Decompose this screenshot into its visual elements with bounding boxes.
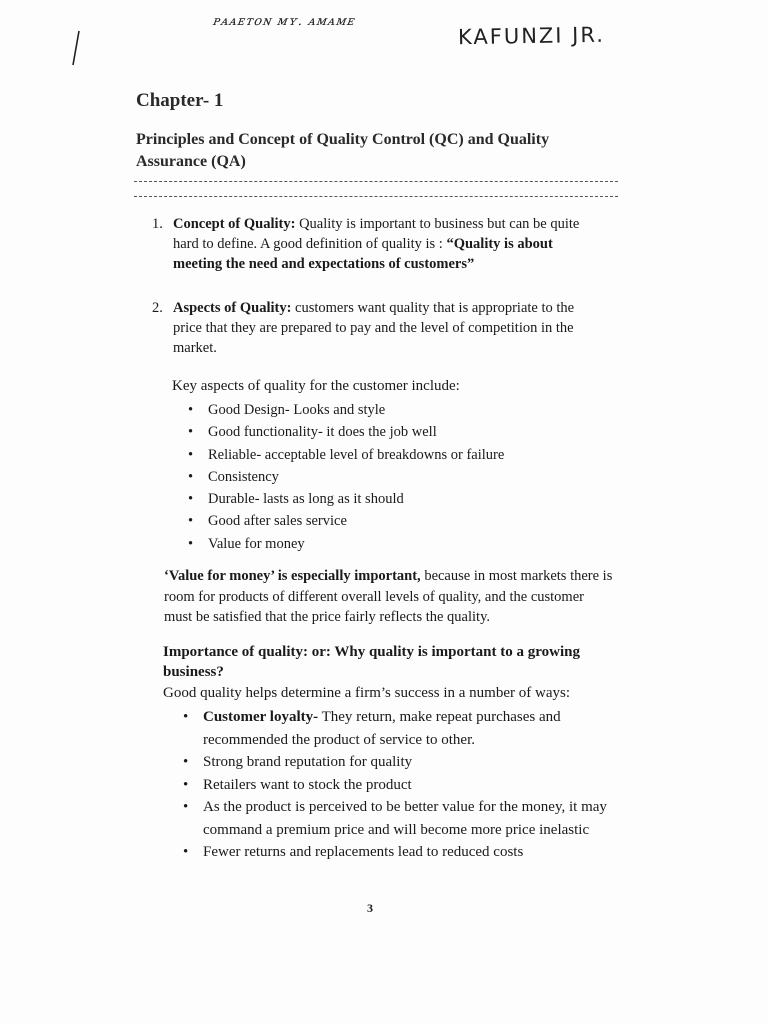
list-item: • Consistency bbox=[188, 466, 504, 488]
list-item: • Retailers want to stock the product bbox=[183, 774, 623, 797]
item-body: Quality is important to business but can be quite hard to define. A good definition of quality is : bbox=[173, 216, 580, 252]
page-number: 3 bbox=[367, 901, 373, 915]
bullet-icon: • bbox=[183, 844, 189, 860]
item-text bbox=[173, 214, 602, 274]
numbered-item-aspects bbox=[152, 298, 602, 358]
list-item: • Durable- lasts as long as it should bbox=[188, 488, 504, 510]
item-heading: Aspects of Quality: bbox=[173, 300, 292, 316]
value-for-money-paragraph bbox=[164, 566, 614, 628]
bullet-icon: • bbox=[188, 513, 194, 530]
paragraph-lead: ‘Value for money’ is especially important, bbox=[164, 568, 421, 584]
bullet-icon: • bbox=[183, 709, 189, 725]
bullet-icon: • bbox=[188, 446, 194, 463]
quality-definition-quote: “Quality is about meeting the need and expectations of customers” bbox=[173, 236, 553, 272]
bullet-icon: • bbox=[183, 799, 189, 815]
paragraph-body: because in most markets there is room for products of different overall levels of quality, and the customer must be satisfied that the price fairly reflects the quality. bbox=[164, 568, 613, 625]
importance-heading: Importance of quality: or: Why quality is important to a growing business? bbox=[163, 644, 580, 680]
importance-list bbox=[183, 706, 623, 864]
key-aspects-intro: Key aspects of quality for the customer include: bbox=[172, 378, 460, 394]
page-title: Principles and Concept of Quality Control (QC) and Quality Assurance (QA) bbox=[136, 131, 550, 170]
list-item: • Reliable- acceptable level of breakdowns or failure bbox=[188, 444, 504, 466]
bullet-icon: • bbox=[188, 468, 194, 485]
bullet-icon: • bbox=[188, 535, 194, 552]
list-item: • Customer loyalty- They return, make repeat purchases and recommended the product of service to other. bbox=[183, 706, 623, 751]
item-text bbox=[173, 298, 602, 358]
item-body: customers want quality that is appropriate to the price that they are prepared to pay and the level of competition in the market. bbox=[173, 300, 575, 356]
list-item: • Fewer returns and replacements lead to reduced costs bbox=[183, 841, 623, 864]
bullet-icon: • bbox=[188, 491, 194, 508]
list-item: • Good Design- Looks and style bbox=[188, 399, 504, 421]
bullet-icon: • bbox=[188, 424, 194, 441]
item-number: 1. bbox=[152, 216, 163, 232]
bullet-icon: • bbox=[188, 402, 194, 418]
divider-line bbox=[134, 196, 618, 197]
item-number: 2. bbox=[152, 300, 163, 316]
list-item: • Strong brand reputation for quality bbox=[183, 751, 623, 774]
bullet-icon: • bbox=[183, 754, 189, 770]
item-heading: Concept of Quality: bbox=[173, 216, 296, 232]
numbered-item-concept bbox=[152, 214, 602, 274]
divider-line bbox=[134, 181, 618, 182]
key-aspects-list bbox=[188, 399, 504, 555]
list-item: • Value for money bbox=[188, 533, 504, 555]
bullet-icon: • bbox=[183, 776, 189, 793]
handwritten-name: KAFUNZI JR. bbox=[457, 22, 606, 50]
handwritten-note: ᴘᴀᴀᴇᴛᴏɴ ᴍʏ. ᴀᴍᴀᴍᴇ bbox=[211, 14, 357, 29]
chapter-heading: Chapter- 1 bbox=[136, 90, 224, 111]
list-item: • As the product is perceived to be better value for the money, it may command a premium price and will become more price inelastic bbox=[183, 796, 623, 841]
pen-stroke-mark bbox=[72, 30, 80, 66]
list-item: • Good after sales service bbox=[188, 510, 504, 532]
importance-lead: Good quality helps determine a firm’s success in a number of ways: bbox=[163, 685, 570, 701]
list-item: • Good functionality- it does the job well bbox=[188, 421, 504, 443]
